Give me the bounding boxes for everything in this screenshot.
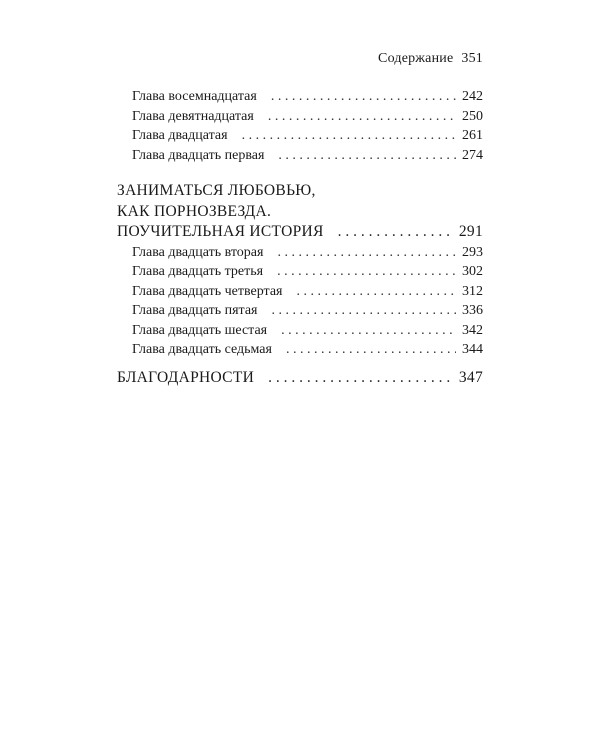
dot-leader: [268, 107, 456, 127]
dot-leader: [338, 222, 453, 243]
toc-entry-page: 336: [462, 303, 483, 318]
dot-leader: [281, 321, 456, 341]
toc-entry-part: [117, 222, 483, 243]
toc-entry-page: 344: [462, 342, 483, 357]
toc-entry-title: ПОУЧИТЕЛЬНАЯ ИСТОРИЯ: [117, 223, 324, 240]
toc-entry-page: 250: [462, 108, 483, 124]
toc-entry-page: 347: [458, 369, 483, 386]
toc-entry-chapter-18: [117, 87, 483, 107]
toc-entry-title: Глава двадцать четвертая: [132, 283, 283, 299]
toc-entry-chapter-20: [117, 126, 483, 146]
toc-part-section: [117, 181, 483, 360]
dot-leader: [277, 243, 456, 263]
toc-entry-page: 274: [462, 147, 483, 163]
toc-entry-title: Глава двадцать шестая: [132, 322, 268, 338]
dot-leader: [271, 87, 456, 107]
toc-entry-title: Глава девятнадцатая: [132, 108, 254, 124]
part-title-line: ЗАНИМАТЬСЯ ЛЮБОВЬЮ,: [117, 182, 316, 199]
toc-chapter-group: [117, 87, 483, 165]
toc-entry-chapter-21: [117, 146, 483, 166]
toc-entry-page: 291: [458, 223, 483, 240]
toc-entry-page: 342: [462, 322, 483, 338]
dot-leader: [272, 301, 457, 321]
dot-leader: [278, 146, 456, 166]
toc-entry-chapter-19: [117, 107, 483, 127]
dot-leader: [277, 262, 456, 282]
dot-leader: [286, 340, 456, 360]
toc-entry-page: 261: [462, 128, 483, 143]
toc-entry-chapter-27: [117, 340, 483, 360]
toc-entry-chapter-25: [117, 301, 483, 321]
toc-entry-title: Глава двадцать пятая: [132, 303, 258, 318]
dot-leader: [242, 126, 456, 146]
dot-leader: [297, 282, 457, 302]
dot-leader: [268, 368, 453, 389]
toc-entry-page: 293: [462, 244, 483, 260]
running-head-page-number: 351: [461, 51, 483, 66]
toc-entry-chapter-26: [117, 321, 483, 341]
part-title-line: КАК ПОРНОЗВЕЗДА.: [117, 202, 272, 220]
toc-entry-title: БЛАГОДАРНОСТИ: [117, 369, 255, 386]
toc-acknowledgements-section: [117, 368, 483, 389]
toc-entry-page: 312: [462, 283, 483, 299]
toc-entry-chapter-24: [117, 282, 483, 302]
toc-entry-title: Глава двадцать третья: [132, 264, 264, 279]
running-head-title: Содержание: [378, 51, 454, 66]
toc-entry-page: 242: [462, 89, 483, 104]
toc-entry-chapter-22: [117, 243, 483, 263]
toc-entry-title: Глава двадцатая: [132, 128, 228, 143]
running-head: [378, 51, 483, 67]
toc-entry-title: Глава восемнадцатая: [132, 89, 257, 104]
toc-entry-title: Глава двадцать седьмая: [132, 342, 272, 357]
toc-entry-chapter-23: [117, 262, 483, 282]
toc-entry-acknowledgements: [117, 368, 483, 389]
toc-entry-page: 302: [462, 264, 483, 279]
toc-entry-title: Глава двадцать первая: [132, 147, 265, 163]
toc-entry-title: Глава двадцать вторая: [132, 244, 264, 260]
